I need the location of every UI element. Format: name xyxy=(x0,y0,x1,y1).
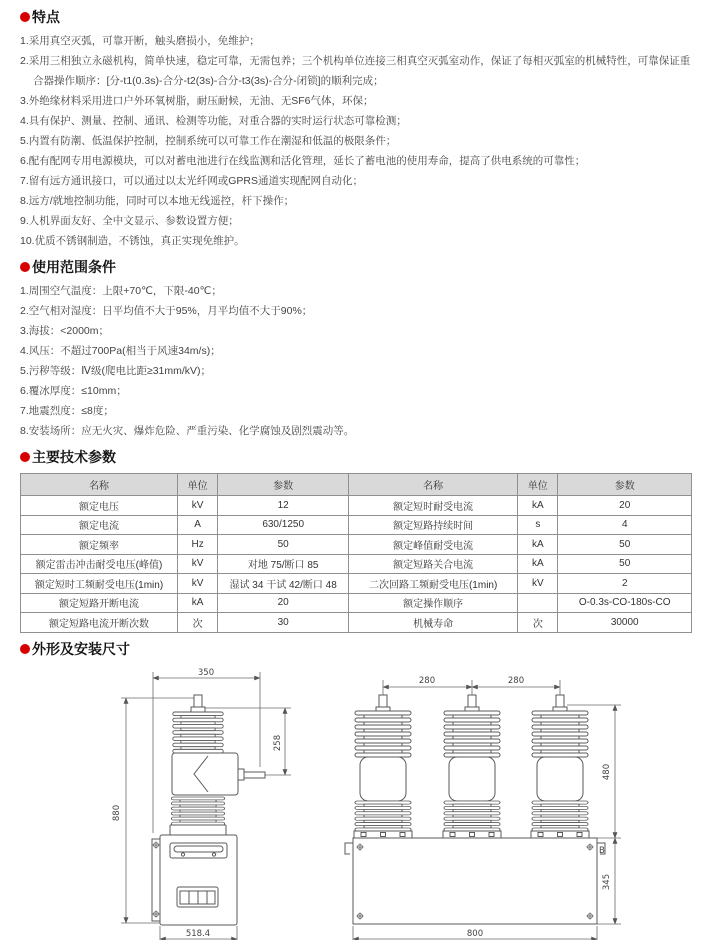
section-title-parameters: 主要技术参数 xyxy=(32,449,116,465)
red-bullet-icon xyxy=(20,12,30,22)
param-name-cell: 额定短时耐受电流 xyxy=(349,496,518,516)
dim-label-480: 480 xyxy=(602,763,612,780)
bracket-label: B xyxy=(599,845,605,856)
table-header-cell: 参数 xyxy=(558,474,692,496)
dim-label-880: 880 xyxy=(112,804,122,821)
feature-item: 9.人机界面友好、全中文显示、参数设置方便； xyxy=(20,215,239,227)
feature-item: 3.外绝缘材料采用进口户外环氧树脂，耐压耐候，无油、无SF6气体，环保； xyxy=(20,95,374,107)
param-name-cell: 二次回路工频耐受电压(1min) xyxy=(349,574,518,594)
param-name-cell: 额定短路开断电流 xyxy=(21,593,178,613)
param-value-cell: O-0.3s-CO-180s-CO xyxy=(558,593,692,613)
param-value-cell: 对地 75/断口 85 xyxy=(218,554,349,574)
front-view-body xyxy=(345,695,605,924)
section-title-dimensions: 外形及安装尺寸 xyxy=(32,640,130,657)
param-name-cell: 额定频率 xyxy=(21,535,178,555)
param-unit-cell: kV xyxy=(178,554,218,574)
feature-item: 10.优质不锈钢制造，不锈蚀，真正实现免维护。 xyxy=(20,235,245,247)
param-name-cell: 额定操作顺序 xyxy=(349,593,518,613)
param-unit-cell: kA xyxy=(518,554,558,574)
side-view-drawing xyxy=(95,667,350,940)
condition-item: 6.覆冰厚度：≤10mm； xyxy=(20,385,127,397)
table-header-cell: 单位 xyxy=(178,474,218,496)
front-view-drawing xyxy=(338,667,638,940)
dim-label-345: 345 xyxy=(602,873,612,890)
param-unit-cell: s xyxy=(518,515,558,535)
param-unit-cell: Hz xyxy=(178,535,218,555)
condition-item: 4.风压：不超过700Pa(相当于风速34m/s)； xyxy=(20,345,221,357)
param-unit-cell: 次 xyxy=(518,613,558,633)
param-name-cell: 额定短路持续时间 xyxy=(349,515,518,535)
dim-label-280-right: 280 xyxy=(507,675,525,686)
param-name-cell: 机械寿命 xyxy=(349,613,518,633)
param-value-cell: 50 xyxy=(558,554,692,574)
section-header-features xyxy=(20,8,692,26)
section-title-features: 特点 xyxy=(32,9,60,25)
param-unit-cell: kV xyxy=(178,574,218,594)
table-row xyxy=(21,515,692,535)
param-name-cell: 额定短路关合电流 xyxy=(349,554,518,574)
param-unit-cell: A xyxy=(178,515,218,535)
red-bullet-icon xyxy=(20,644,30,654)
condition-item: 2.空气相对湿度：日平均值不大于95%，月平均值不大于90%； xyxy=(20,305,313,317)
condition-item: 8.安装场所：应无火灾、爆炸危险、严重污染、化学腐蚀及剧烈震动等。 xyxy=(20,425,355,437)
section-header-dimensions xyxy=(20,640,692,658)
condition-item: 1.周围空气温度：上限+70℃，下限-40℃； xyxy=(20,285,222,297)
param-unit-cell: kA xyxy=(518,535,558,555)
red-bullet-icon xyxy=(20,452,30,462)
condition-item: 5.污秽等级：Ⅳ级(爬电比距≥31mm/kV)； xyxy=(20,365,212,377)
table-row xyxy=(21,593,692,613)
param-value-cell: 4 xyxy=(558,515,692,535)
table-header-cell: 单位 xyxy=(518,474,558,496)
param-value-cell: 湿试 34 干试 42/断口 48 xyxy=(218,574,349,594)
param-name-cell: 额定短路电流开断次数 xyxy=(21,613,178,633)
dim-label-350: 350 xyxy=(197,667,215,678)
param-value-cell: 2 xyxy=(558,574,692,594)
condition-item: 7.地震烈度：≤8度； xyxy=(20,405,114,417)
features-list xyxy=(20,31,692,251)
table-row xyxy=(21,496,692,516)
table-header-row xyxy=(21,474,692,496)
feature-item: 2.采用三相独立永磁机构，简单快速，稳定可靠，无需包养；三个机构单位连接三相真空灭弧室动作，保证了每相灭弧室的机械特性，可靠保证重合器操作顺序：[分-t1(0.3s)-合分-t2(3s)-合分-t3(3s)-合分-闭锁]的顺利完成； xyxy=(20,55,691,87)
table-header-cell: 名称 xyxy=(21,474,178,496)
table-row xyxy=(21,535,692,555)
table-row xyxy=(21,554,692,574)
param-name-cell: 额定电流 xyxy=(21,515,178,535)
param-value-cell: 630/1250 xyxy=(218,515,349,535)
param-value-cell: 50 xyxy=(558,535,692,555)
param-value-cell: 30 xyxy=(218,613,349,633)
param-name-cell: 额定雷击冲击耐受电压(峰值) xyxy=(21,554,178,574)
side-view-body xyxy=(152,695,265,925)
red-bullet-icon xyxy=(20,262,30,272)
table-row xyxy=(21,613,692,633)
param-unit-cell: kV xyxy=(518,574,558,594)
param-value-cell: 20 xyxy=(218,593,349,613)
param-name-cell: 额定峰值耐受电流 xyxy=(349,535,518,555)
section-header-parameters xyxy=(20,448,692,466)
feature-item: 8.远方/就地控制功能，同时可以本地无线遥控，杆下操作； xyxy=(20,195,295,207)
param-unit-cell: kV xyxy=(178,496,218,516)
param-unit-cell: kA xyxy=(178,593,218,613)
table-body xyxy=(21,496,692,633)
dim-label-800: 800 xyxy=(466,928,484,939)
param-unit-cell: kA xyxy=(518,496,558,516)
section-title-conditions: 使用范围条件 xyxy=(32,259,116,275)
param-value-cell: 30000 xyxy=(558,613,692,633)
dim-label-518-4: 518.4 xyxy=(185,928,211,939)
table-header-cell: 名称 xyxy=(349,474,518,496)
conditions-list xyxy=(20,281,692,441)
param-value-cell: 12 xyxy=(218,496,349,516)
feature-item: 4.具有保护、测量、控制、通讯、检测等功能，对重合器的实时运行状态可靠检测； xyxy=(20,115,407,127)
param-name-cell: 额定电压 xyxy=(21,496,178,516)
param-unit-cell xyxy=(518,593,558,613)
section-header-conditions xyxy=(20,258,692,276)
param-unit-cell: 次 xyxy=(178,613,218,633)
parameters-table xyxy=(20,473,692,633)
param-value-cell: 20 xyxy=(558,496,692,516)
table-row xyxy=(21,574,692,594)
param-name-cell: 额定短时工频耐受电压(1min) xyxy=(21,574,178,594)
table-header-cell: 参数 xyxy=(218,474,349,496)
dim-label-280-left: 280 xyxy=(418,675,436,686)
feature-item: 7.留有远方通讯接口，可以通过以太光纤网或GPRS通道实现配网自动化； xyxy=(20,175,364,187)
dim-label-258: 258 xyxy=(273,734,283,751)
condition-item: 3.海拔：<2000m； xyxy=(20,325,109,337)
feature-item: 5.内置有防潮、低温保护控制，控制系统可以可靠工作在潮湿和低温的极限条件； xyxy=(20,135,397,147)
feature-item: 1.采用真空灭弧，可靠开断，触头磨损小，免维护； xyxy=(20,35,260,47)
dimension-drawings xyxy=(20,667,692,940)
param-value-cell: 50 xyxy=(218,535,349,555)
feature-item: 6.配有配网专用电源模块，可以对蓄电池进行在线监测和活化管理，延长了蓄电池的使用寿命，提高了供电系统的可靠性； xyxy=(20,155,586,167)
